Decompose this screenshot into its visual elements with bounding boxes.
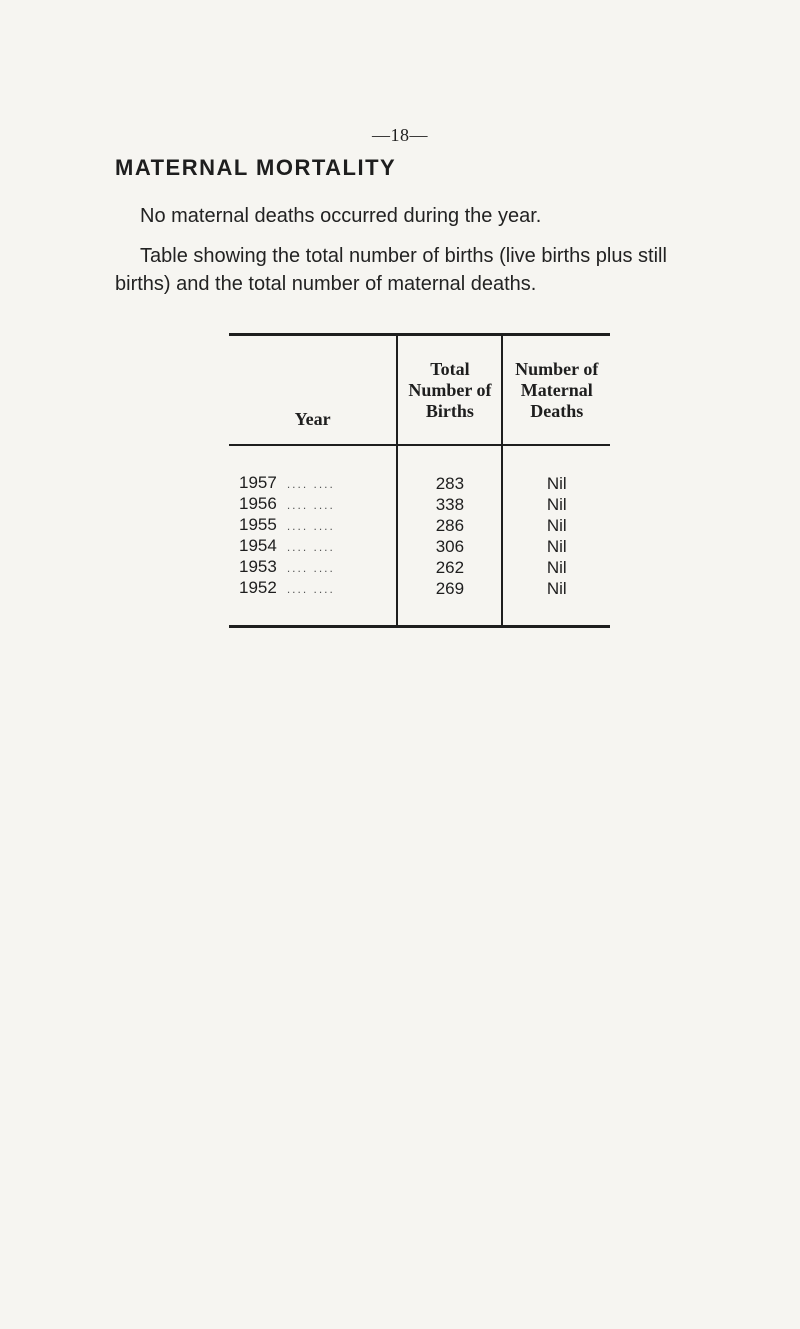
dot-leader: .... .... <box>286 498 335 512</box>
births-cell: 286 <box>397 515 502 536</box>
header-total-births: Total Number of Births <box>397 335 502 446</box>
header-year: Year <box>294 409 331 429</box>
year-cell <box>229 445 397 494</box>
dot-leader: .... .... <box>286 519 335 533</box>
dot-leader: .... .... <box>286 477 335 491</box>
births-cell: 306 <box>397 536 502 557</box>
year-value: 1953 <box>239 557 277 576</box>
maternal-mortality-table <box>229 333 610 628</box>
year-cell <box>229 536 397 557</box>
year-value: 1955 <box>239 515 277 534</box>
intro-paragraph: No maternal deaths occurred during the year. <box>140 205 542 227</box>
dot-leader: .... .... <box>286 561 335 575</box>
year-value: 1957 <box>239 473 277 492</box>
dot-leader: .... .... <box>286 540 335 554</box>
births-cell: 283 <box>397 445 502 494</box>
table-row <box>229 494 610 515</box>
year-cell <box>229 557 397 578</box>
year-value: 1956 <box>239 494 277 513</box>
births-cell: 262 <box>397 557 502 578</box>
births-cell: 338 <box>397 494 502 515</box>
year-cell <box>229 578 397 627</box>
year-value: 1954 <box>239 536 277 555</box>
table-header <box>229 335 610 446</box>
deaths-cell: Nil <box>502 515 610 536</box>
page-number: —18— <box>372 125 428 145</box>
births-cell: 269 <box>397 578 502 627</box>
header-row <box>229 335 610 446</box>
data-table <box>229 333 610 628</box>
dot-leader: .... .... <box>286 582 335 596</box>
section-heading: MATERNAL MORTALITY <box>115 155 397 180</box>
deaths-cell: Nil <box>502 445 610 494</box>
deaths-cell: Nil <box>502 536 610 557</box>
table-description-paragraph: Table showing the total number of births (live births plus still births) and the total number of maternal deaths. <box>115 245 667 295</box>
deaths-cell: Nil <box>502 578 610 627</box>
header-maternal-deaths: Number of Maternal Deaths <box>502 335 610 446</box>
table-row <box>229 557 610 578</box>
table-row <box>229 578 610 627</box>
deaths-cell: Nil <box>502 557 610 578</box>
year-cell <box>229 515 397 536</box>
table-row <box>229 515 610 536</box>
deaths-cell: Nil <box>502 494 610 515</box>
year-value: 1952 <box>239 578 277 597</box>
table-body <box>229 445 610 627</box>
table-row <box>229 445 610 494</box>
table-row <box>229 536 610 557</box>
year-cell <box>229 494 397 515</box>
